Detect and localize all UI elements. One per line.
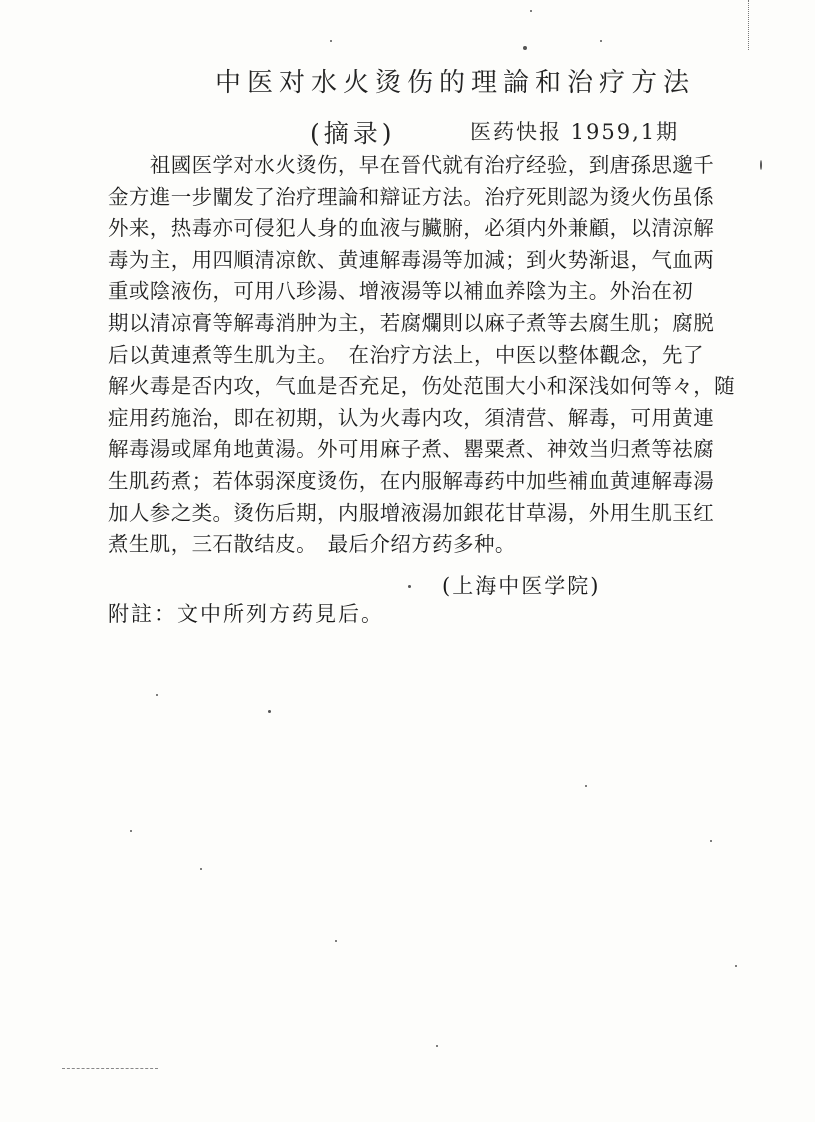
body-line: 祖國医学对水火烫伤，早在晉代就有治疗经验，到唐孫思邈千 bbox=[108, 153, 715, 177]
scan-speck bbox=[330, 40, 332, 42]
scan-speck bbox=[408, 585, 411, 588]
scan-speck bbox=[200, 868, 202, 870]
body-line: 外来，热毒亦可侵犯人身的血液与臟腑，必須内外兼顧，以清涼解 bbox=[108, 216, 715, 241]
body-line: 毒为主，用四順清凉飲、黄連解毒湯等加減；到火势渐退，气血两 bbox=[108, 247, 715, 272]
scan-speck bbox=[585, 785, 587, 787]
scan-speck bbox=[335, 940, 337, 942]
scan-speck bbox=[268, 710, 271, 713]
scan-speck bbox=[523, 46, 527, 50]
body-line: 后以黄連煮等生肌为主。 在治疗方法上，中医以整体觀念，先了 bbox=[108, 342, 704, 367]
body-line: 期以清凉膏等解毒消肿为主，若腐爛則以麻子煮等去腐生肌；腐脱 bbox=[108, 310, 715, 335]
body-line: 症用药施治，即在初期，认为火毒内攻，須清营、解毒，可用黄連 bbox=[108, 405, 715, 430]
scan-bottom-mark bbox=[62, 1068, 158, 1069]
scan-speck bbox=[735, 965, 737, 967]
subtitle-row bbox=[310, 114, 730, 148]
body-line: 金方進一步闡发了治疗理論和辯证方法。治疗死則認为烫火伤虽係 bbox=[108, 184, 715, 209]
scan-speck bbox=[760, 160, 762, 170]
body-line: 解火毒是否内攻，气血是否充足，伤处范围大小和深浅如何等々，随 bbox=[108, 374, 735, 399]
scan-speck bbox=[130, 830, 132, 832]
body-text bbox=[108, 150, 740, 561]
scan-speck bbox=[600, 40, 602, 42]
scan-speck bbox=[530, 10, 532, 12]
scan-speck bbox=[710, 840, 712, 842]
body-line: 生肌药煮；若体弱深度烫伤，在内服解毒药中加些補血黄連解毒湯 bbox=[108, 468, 715, 493]
source-citation: 医药快报 1959,1期 bbox=[470, 120, 680, 144]
body-line: 重或陰液伤，可用八珍湯、增液湯等以補血养陰为主。外治在初 bbox=[108, 279, 694, 304]
scan-edge-mark bbox=[748, 0, 753, 50]
footnote: 附註：文中所列方药見后。 bbox=[108, 602, 384, 626]
body-line: 解毒湯或犀角地黄湯。外可用麻子煮、罌粟煮、神效当归煮等祛腐 bbox=[108, 437, 715, 462]
scan-speck bbox=[436, 1045, 438, 1047]
affiliation: (上海中医学院) bbox=[442, 574, 601, 598]
document-title: 中医对水火烫伤的理論和治疗方法 bbox=[215, 68, 696, 98]
scan-speck bbox=[156, 694, 158, 696]
body-line: 加人参之类。烫伤后期，内服增液湯加銀花甘草湯，外用生肌玉红 bbox=[108, 500, 715, 525]
body-line: 煮生肌，三石散结皮。 最后介绍方药多种。 bbox=[108, 532, 516, 557]
subtitle-label: (摘录) bbox=[310, 119, 396, 148]
